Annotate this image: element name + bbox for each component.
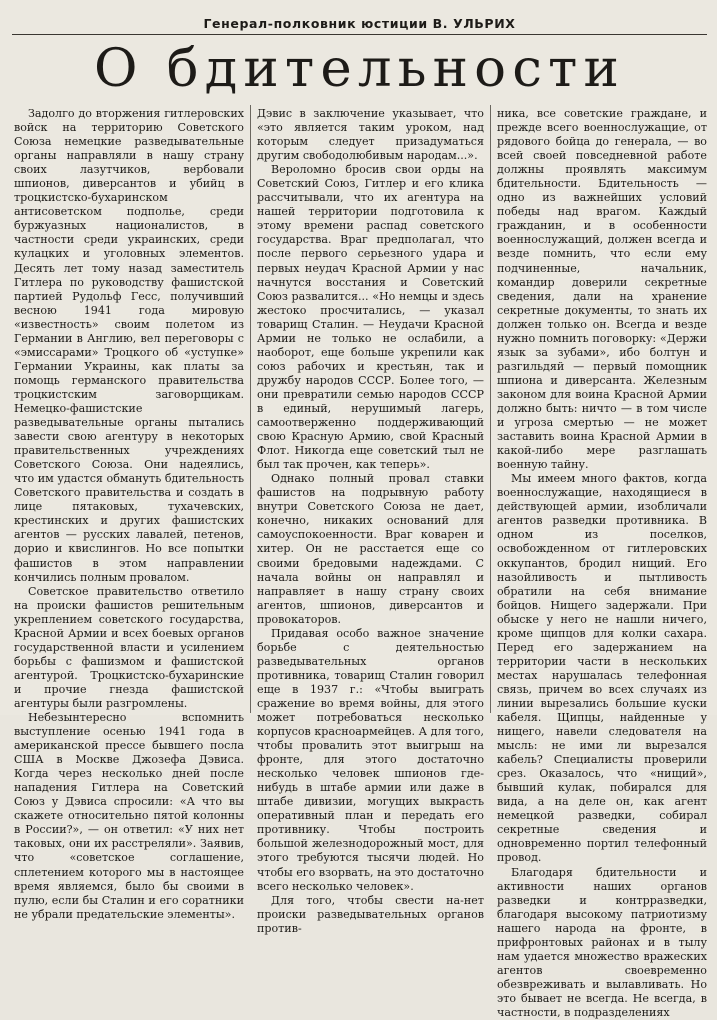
- article-column-1: [12, 105, 250, 921]
- article-headline: О бдительности: [94, 39, 625, 99]
- paragraph: ника, все советские граждане, и прежде всего военнослужащие, от рядового бойца до генерала, — во всей своей повседневной работе должны проявлять максимум бдительности. Бдительность — одно из важнейших условий победы над врагом. Каждый гражданин, и в особенности военнослужащий, должен всегда и везде помнить, что если ему подчиненные, начальник, командир доверили секретные сведения, дали на хранение секретные документы, то знать их должен только он. Всегда и везде нужно помнить поговорку: «Держи язык за зубами», ибо болтун и разгильдяй — первый помощник шпиона и диверсанта. Железным законом для воина Красной Армии должно быть: ничто — в том числе и угроза смертью — не может заставить воина Красной Армии в какой-либо мере разглашать военную тайну.: [497, 107, 707, 472]
- paragraph: Придавая особо важное значение борьбе с деятельностью разведывательных органов противника, товарищ Сталин говорил еще в 1937 г.: «Чтобы выиграть сражение во время войны, для этого может потребоваться несколько корпусов красноармейцев. А для того, чтобы провалить этот выигрыш на фронте, для этого достаточно несколько человек шпионов где-нибудь в штабе армии или даже в штабе дивизии, могущих выкрасть оперативный план и передать его противнику. Чтобы построить большой железнодорожный мост, для этого требуются тысячи людей. Но чтобы его взорвать, на это достаточно всего несколько человек».: [257, 626, 484, 893]
- article-column-3: [490, 105, 707, 1019]
- byline-rule: [12, 34, 707, 35]
- paragraph: Мы имеем много фактов, когда военнослужащие, находящиеся в действующей армии, изобличали агентов разведки противника. В одном из поселков, освобожденном от гитлеровских оккупантов, бродил нищий. Его назойливость и пытливость обратили на себя внимание бойцов. Нищего задержали. При обыске у него не нашли ничего, кроме щипцов для колки сахара. Перед его задержанием на территории части в нескольких местах нарушалась телефонная связь, причем во всех случаях из линии вырезались большие куски кабеля. Щипцы, найденные у нищего, навели следователя на мысль: не ими ли вырезался кабель? Специалисты проверили срез. Оказалось, что «нищий», бывший кулак, побирался для вида, а на деле он, как агент немецкой разведки, собирал секретные сведения и одновременно портил телефонный провод.: [497, 472, 707, 865]
- paragraph: Задолго до вторжения гитлеровских войск на территорию Советского Союза немецкие разведывательные органы направляли в нашу страну своих лазутчиков, вербовали шпионов, диверсантов и убийц в троцкистско-бухаринском антисоветском подполье, среди буржуазных националистов, в частности среди украинских, среди кулацких и уголовных элементов. Десять лет тому назад заместитель Гитлера по руководству фашистской партией Рудольф Гесс, получивший весною 1941 года мировую «известность» своим полетом из Германии в Англию, вел переговоры с «эмиссарами» Троцкого об «уступке» Германии Украины, как платы за помощь германского правительства троцкистским заговорщикам. Немецко-фашистские разведывательные органы пытались завести свою агентуру в некоторых правительственных учреждениях Советского Союза. Они надеялись, что им удастся обмануть бдительность Советского правительства и создать в лице пятаковых, тухачевских, крестинских и других фашистских агентов — русских лавалей, петенов, дорио и квислингов. Но все попытки фашистов в этом направлении кончились полным провалом.: [14, 107, 244, 584]
- article-column-2: [250, 105, 490, 935]
- article-body: [12, 105, 707, 1019]
- paragraph: Советское правительство ответило на происки фашистов решительным укреплением советского государства, Красной Армии и всех боевых органов государственной власти и усилением борьбы с фашизмом и фашистской агентурой. Троцкистско-бухаринские и прочие гнезда фашистской агентуры были разгромлены.: [14, 584, 244, 710]
- paragraph: Однако полный провал ставки фашистов на подрывную работу внутри Советского Союза не дает, конечно, никаких оснований для самоуспокоенности. Враг коварен и хитер. Он не расстается еще со своими бредовыми надеждами. С начала войны он направлял и направляет в нашу страну своих агентов, шпионов, диверсантов и провокаторов.: [257, 472, 484, 626]
- paragraph: Для того, чтобы свести на-нет происки разведывательных органов против-: [257, 893, 484, 935]
- article-byline: Генерал-полковник юстиции В. УЛЬРИХ: [203, 16, 516, 31]
- paragraph: Вероломно бросив свои орды на Советский Союз, Гитлер и его клика рассчитывали, что их агентура на нашей территории подготовила к этому времени распад советского государства. Враг предполагал, что после первого серьезного удара и первых неудач Красной Армии у нас начнутся восстания и Советский Союз развалится... «Но немцы и здесь жестоко просчитались, — указал товарищ Сталин. — Неудачи Красной Армии не только не ослабили, а наоборот, еще больше укрепили как союз рабочих и крестьян, так и дружбу народов СССР. Более того, — они превратили семью народов СССР в единый, нерушимый лагерь, самоотверженно поддерживающий свою Красную Армию, свой Красный Флот. Никогда еще советский тыл не был так прочен, как теперь».: [257, 163, 484, 472]
- paragraph: Небезынтересно вспомнить выступление осенью 1941 года в американской прессе бывшего посла США в Москве Джозефа Дэвиса. Когда через несколько дней после нападения Гитлера на Советский Союз у Дэвиса спросили: «А что вы скажете относительно пятой колонны в России?», — он ответил: «У них нет таковых, они их расстреляли». Заявив, что «советское соглашение, сплетением которого мы в настоящее время являемся, было бы своими в пулю, если бы Сталин и его соратники не убрали предательские элементы».: [14, 711, 244, 921]
- paragraph: Благодаря бдительности и активности наших органов разведки и контрразведки, благодаря высокому патриотизму нашего народа на фронте, в прифронтовых районах и в тылу нам удается множество вражеских агентов своевременно обезвреживать и вылавливать. Но это бывает не всегда. Не всегда, в частности, в подразделениях: [497, 865, 707, 1019]
- paragraph: Дэвис в заключение указывает, что «это является таким уроком, над которым следует призадуматься другим свободолюбивым народам...».: [257, 107, 484, 163]
